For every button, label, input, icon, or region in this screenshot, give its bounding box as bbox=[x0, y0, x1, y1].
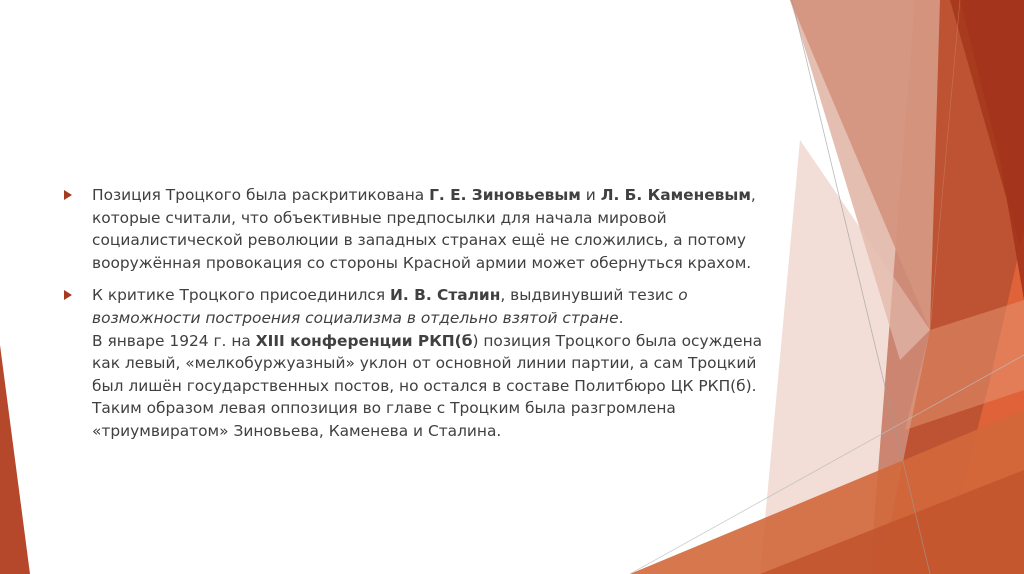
bullet-text-2 bbox=[92, 284, 782, 442]
content-area bbox=[62, 184, 782, 453]
bullet-item-2 bbox=[62, 284, 782, 442]
left-edge-shape bbox=[0, 345, 30, 574]
text-segment: ) позиция Троцкого была осуждена как левый, «мелкобуржуазный» уклон от основной линии партии, а сам Троцкий был лишён государственных постов, но остался в составе Политбюро ЦК РКП(б). Таким образом левая оппозиция во главе с Троцким была разгромлена «триумвиратом» Зиновьева, Каменева и Сталина. bbox=[92, 331, 763, 440]
text-segment: о возможности построения социализма в отдельно взятой стране bbox=[92, 286, 688, 327]
text-segment: XIII конференции РКП(б bbox=[255, 331, 473, 350]
text-segment: , которые считали, что объективные предпосылки для начала мировой социалистической революции в западных странах ещё не сложились, а потому вооружённая провокация со стороны Красной армии может обернуться крахом. bbox=[92, 186, 756, 272]
triangle-bullet-icon bbox=[64, 190, 72, 200]
text-segment: Г. Е. Зиновьевым bbox=[429, 186, 581, 204]
text-segment: В январе 1924 г. на bbox=[92, 331, 256, 350]
text-segment: . bbox=[618, 308, 624, 327]
bullet-item-1 bbox=[62, 184, 782, 274]
text-segment: Позиция Троцкого была раскритикована bbox=[92, 186, 430, 204]
text-segment: К критике Троцкого присоединился bbox=[92, 286, 391, 305]
text-segment: , выдвинувший тезис bbox=[500, 286, 679, 305]
text-segment: и bbox=[580, 186, 601, 204]
bullet-text-1 bbox=[92, 184, 782, 274]
text-segment: Л. Б. Каменевым bbox=[600, 186, 751, 204]
text-segment: И. В. Сталин bbox=[390, 286, 501, 305]
triangle-bullet-icon bbox=[64, 290, 72, 300]
